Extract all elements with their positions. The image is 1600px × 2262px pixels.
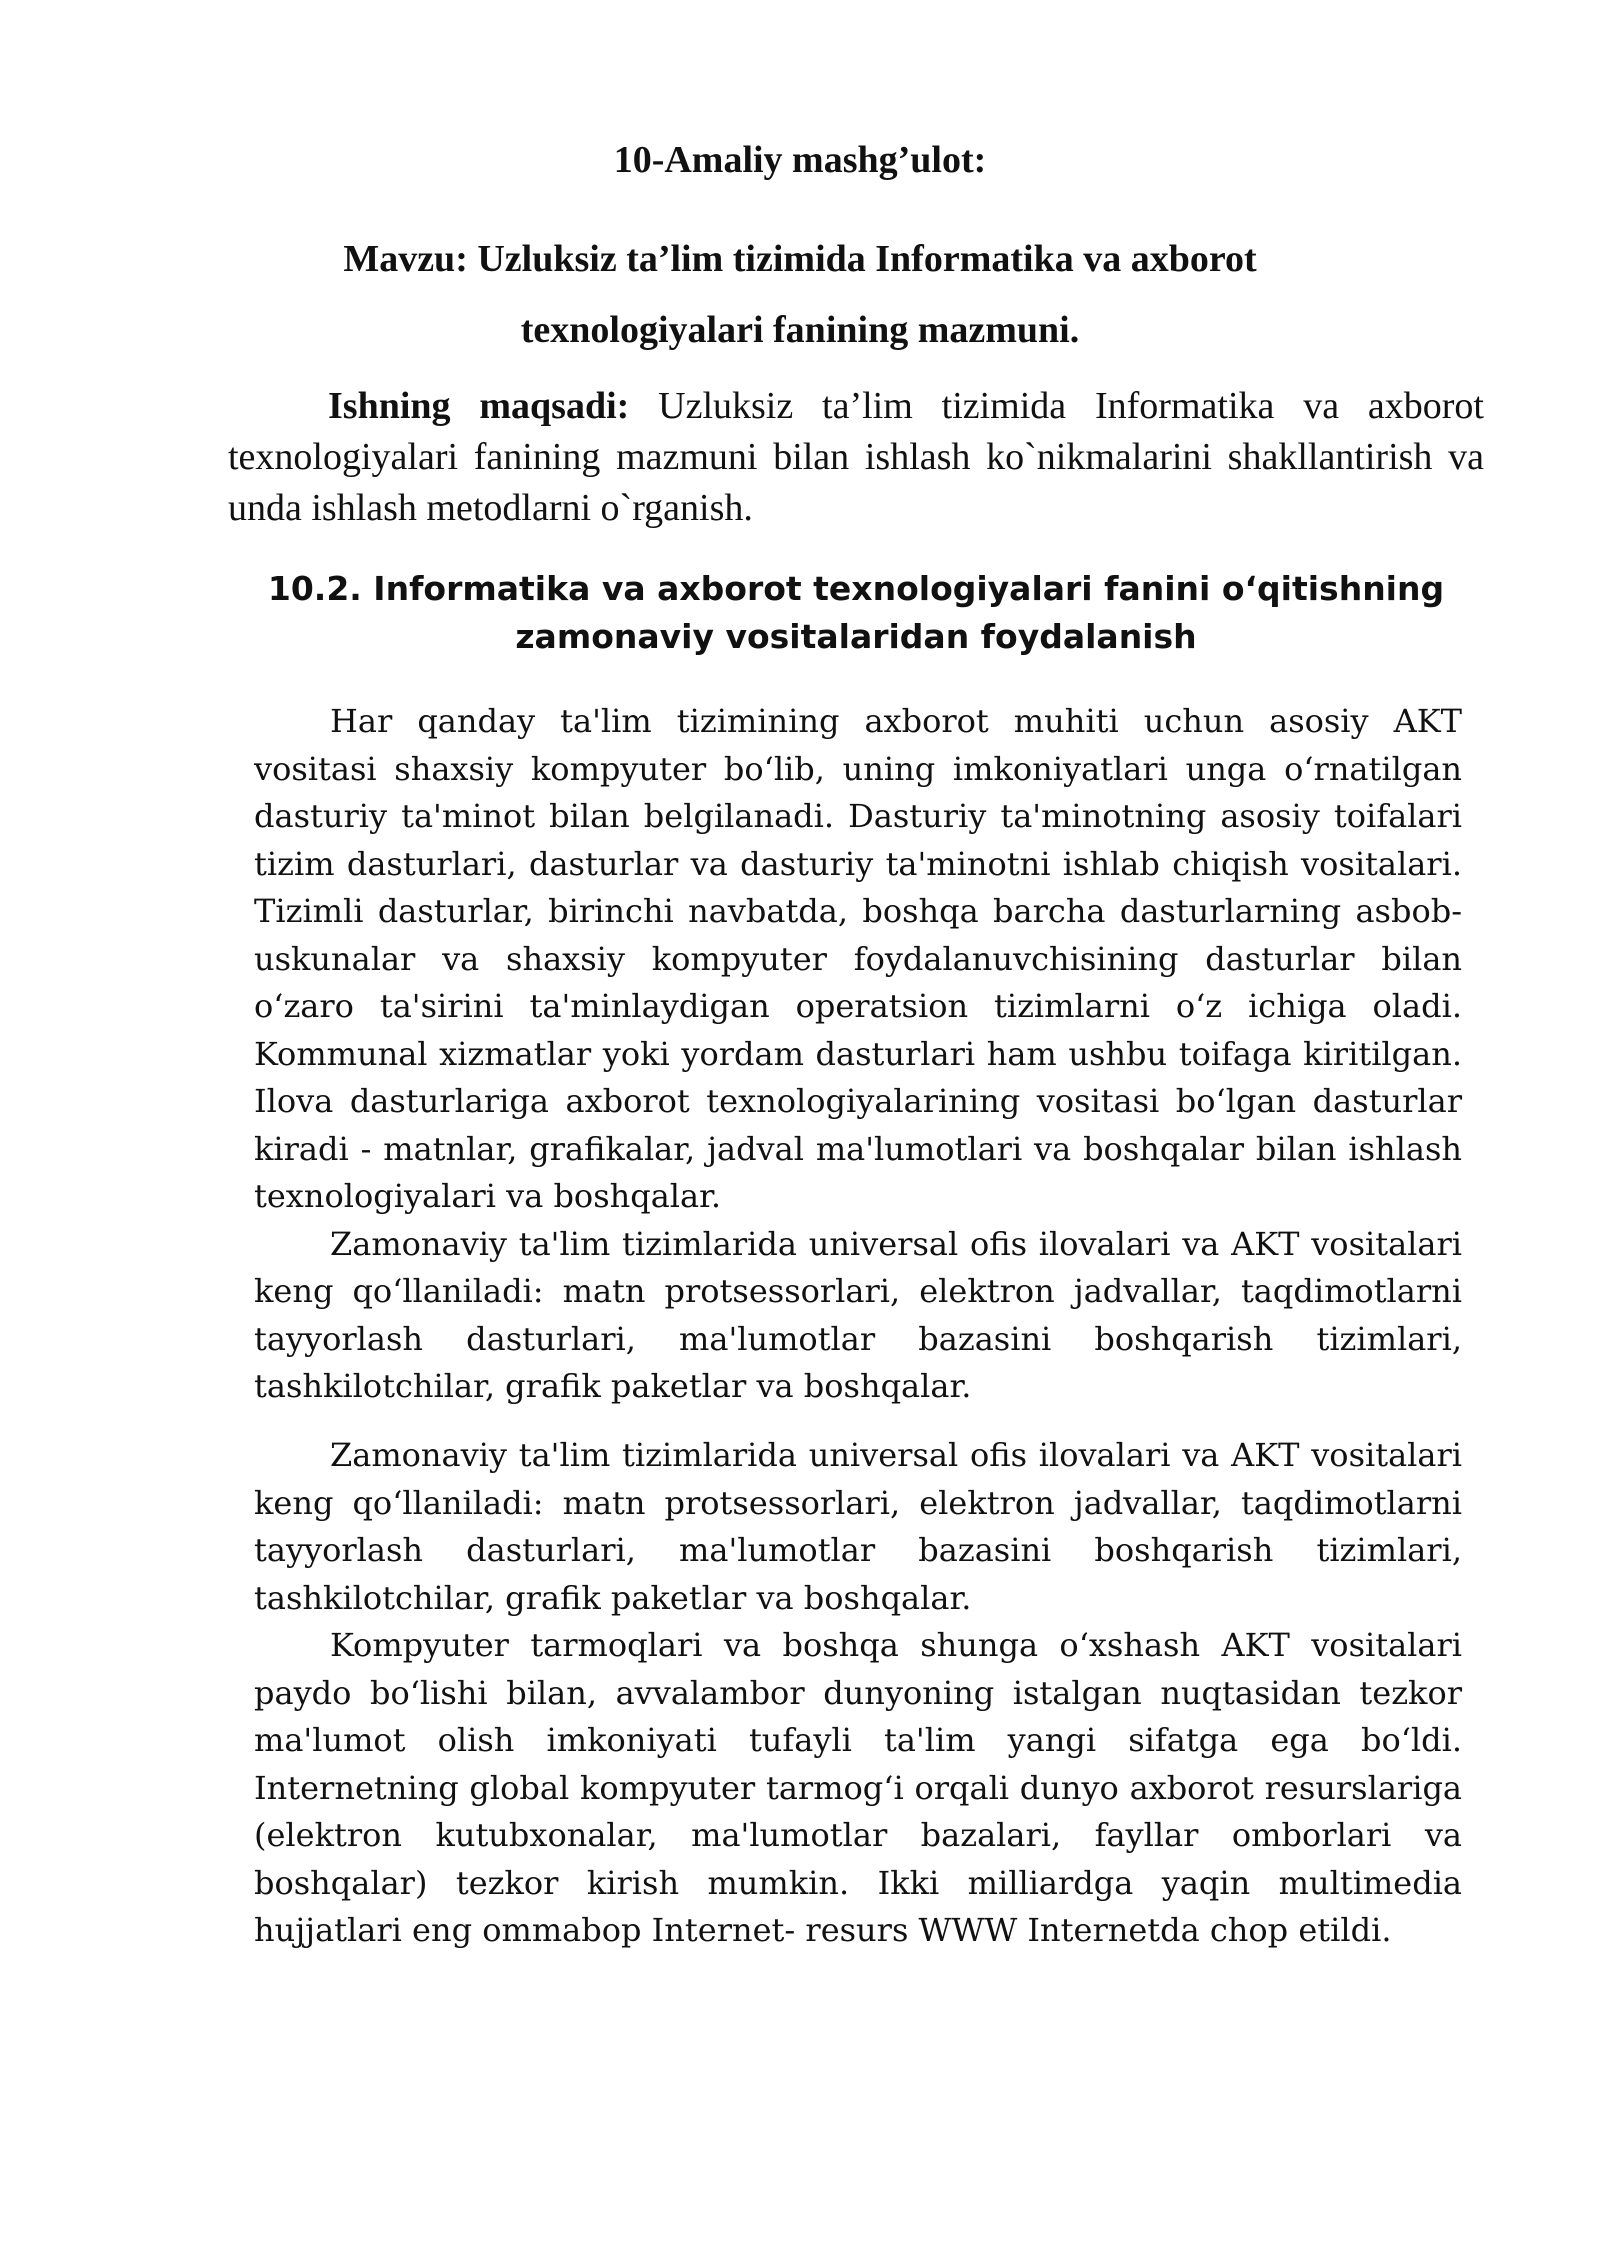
body-block-1	[254, 698, 1462, 1411]
exercise-title: 10-Amaliy mashg’ulot:	[613, 139, 987, 181]
section-heading-line-1: 10.2. Informatika va axborot texnologiyalari fanini o‘qitishning	[267, 569, 1445, 608]
paragraph-3: Zamonaviy ta'lim tizimlarida universal ofis ilovalari va AKT vositalari keng qo‘llaniladi: matn protsessorlari, elektron jadvallar, taqdimotlarni tayyorlash dasturlari, ma'lumotlar bazasini boshqarish tizimlari, tashkilotchilar, grafik paketlar va boshqalar.	[254, 1436, 1462, 1617]
topic-title-line-2: texnologiyalari fanining mazmuni.	[520, 309, 1080, 351]
body-block-2	[254, 1432, 1462, 1955]
paragraph-1: Har qanday ta'lim tizimining axborot muhiti uchun asosiy AKT vositasi shaxsiy kompyuter bo‘lib, uning imkoniyatlari unga o‘rnatilgan dasturiy ta'minot bilan belgilanadi. Dasturiy ta'minotning asosiy toifalari tizim dasturlari, dasturlar va dasturiy ta'minotni ishlab chiqish vositalari. Tizimli dasturlar, birinchi navbatda, boshqa barcha dasturlarning asbob-uskunalar va shaxsiy kompyuter foydalanuvchisining dasturlar bilan o‘zaro ta'sirini ta'minlaydigan operatsion tizimlarni o‘z ichiga oladi. Kommunal xizmatlar yoki yordam dasturlari ham ushbu toifaga kiritilgan. Ilova dasturlariga axborot texnologiyalarining vositasi bo‘lgan dasturlar kiradi - matnlar, grafikalar, jadval ma'lumotlari va boshqalar bilan ishlash texnologiyalari va boshqalar.	[254, 702, 1462, 1215]
paragraph-2: Zamonaviy ta'lim tizimlarida universal ofis ilovalari va AKT vositalari keng qo‘llaniladi: matn protsessorlari, elektron jadvallar, taqdimotlarni tayyorlash dasturlari, ma'lumotlar bazasini boshqarish tizimlari, tashkilotchilar, grafik paketlar va boshqalar.	[254, 1224, 1462, 1405]
purpose-label: Ishning maqsadi:	[328, 385, 630, 427]
purpose-paragraph	[228, 381, 1484, 534]
purpose-text: Uzluksiz ta’lim tizimida Informatika va axborot texnologiyalari fanining mazmuni bilan ishlash ko`nikmalarini shakllantirish va unda ishlash metodlarni o`rganish.	[228, 385, 1484, 529]
section-heading-line-2: zamonaviy vositalaridan foydalanish	[515, 617, 1197, 656]
topic-title-line-1: Mavzu: Uzluksiz ta’lim tizimida Informatika va axborot	[343, 238, 1257, 280]
paragraph-4: Kompyuter tarmoqlari va boshqa shunga o‘xshash AKT vositalari paydo bo‘lishi bilan, avvalambor dunyoning istalgan nuqtasidan tezkor ma'lumot olish imkoniyati tufayli ta'lim yangi sifatga ega bo‘ldi. Internetning global kompyuter tarmog‘i orqali dunyo axborot resurslariga (elektron kutubxonalar, ma'lumotlar bazalari, fayllar omborlari va boshqalar) tezkor kirish mumkin. Ikki milliardga yaqin multimedia hujjatlari eng ommabop Internet- resurs WWW Internetda chop etildi.	[254, 1626, 1462, 1949]
